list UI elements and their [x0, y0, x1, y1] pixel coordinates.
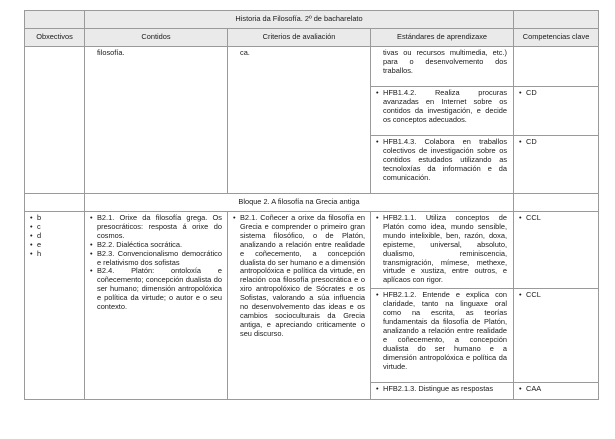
criteria-cell	[228, 47, 371, 194]
column-header-estandares: Estándares de aprendizaxe	[371, 29, 514, 47]
objective-item: • h	[29, 250, 81, 259]
header-empty-cell	[514, 11, 599, 29]
standard-item: • HFB1.4.3. Colabora en traballos colectivos de investigación sobre os contidos estudados utilizando as tecnoloxías da información e da comunicación.	[375, 138, 507, 183]
header-empty-cell	[25, 11, 85, 29]
criteria-cell	[228, 212, 371, 400]
criteria-text: ca.	[240, 48, 250, 57]
block-empty-cell	[25, 194, 85, 212]
competence-item: • CCL	[518, 291, 595, 300]
objectives-cell	[25, 47, 85, 194]
competence-cell	[514, 212, 599, 289]
criterion-item: • B2.1. Coñecer a orixe da filosofía en Grecia e comprender o primeiro gran sistema filosófico, o de Platón, analizando a relación entre realidade e coñecemento, a concepción dualista do ser humano e a dimensión antropolóxica e política da virtude, en relación coa filosofía presocrática e o xiro antropolóxico de Sócrates e os Sofistas, valorando a súa influencia no desenvolvemento das ideas e os cambios socioculturais da Grecia antiga, e apreciando criticamente o seu discurso.	[232, 214, 365, 339]
competence-item: • CCL	[518, 214, 595, 223]
content-item: • B2.3. Convencionalismo democrático e relativismo dos sofistas	[89, 250, 222, 268]
contents-text: filosofía.	[97, 48, 125, 57]
standard-text-tail: tivas ou recursos multimedia, etc.) para o desenvolvemento dos traballos.	[383, 48, 508, 75]
objective-item: • c	[29, 223, 81, 232]
standard-cell	[371, 47, 514, 87]
standard-cell	[371, 87, 514, 136]
competence-cell	[514, 87, 599, 136]
competence-item: • CAA	[518, 385, 595, 394]
standard-cell	[371, 212, 514, 289]
competence-cell	[514, 47, 599, 87]
contents-cell	[85, 47, 228, 194]
standard-item: • HFB2.1.2. Entende e explica con claridade, tanto na linguaxe oral como na escrita, as teorías fundamentais da filosofía de Platón, analizando a relación entre realidade e coñecemento, a concepción dualista do ser humano e a dimensión antropolóxica e política da virtude.	[375, 291, 507, 371]
standard-item: • HFB1.4.2. Realiza procuras avanzadas en Internet sobre os contidos da investigación, e decide os conceptos adecuados.	[375, 89, 507, 125]
objective-item: • e	[29, 241, 81, 250]
column-header-obxectivos: Obxectivos	[25, 29, 85, 47]
standard-cell	[371, 136, 514, 194]
objective-item: • b	[29, 214, 81, 223]
standard-cell	[371, 383, 514, 400]
block-heading: Bloque 2. A filosofía na Grecia antiga	[85, 194, 514, 212]
content-item: • B2.4. Platón: ontoloxía e coñecemento; concepción dualista do ser humano; dimensión antropolóxica e política da virtude; o autor e o seu contexto.	[89, 267, 222, 312]
column-header-contidos: Contidos	[85, 29, 228, 47]
competence-cell	[514, 383, 599, 400]
standard-cell	[371, 289, 514, 383]
column-header-competencias: Competencias clave	[514, 29, 599, 47]
curriculum-table	[24, 10, 599, 400]
competence-cell	[514, 136, 599, 194]
competence-cell	[514, 289, 599, 383]
table-title: Historia da Filosofía. 2º de bacharelato	[85, 11, 514, 29]
contents-cell	[85, 212, 228, 400]
competence-item: • CD	[518, 89, 595, 98]
objectives-cell	[25, 212, 85, 400]
standard-item: • HFB2.1.1. Utiliza conceptos de Platón como idea, mundo sensible, mundo intelixible, ben, razón, doxa, episteme, universal, absoluto, dualismo, reminiscencia, transmigración, mímese, methexe, virtude e xustiza, entre outros, e aplícaos con rigor.	[375, 214, 507, 285]
column-header-criterios: Criterios de avaliación	[228, 29, 371, 47]
block-empty-cell	[514, 194, 599, 212]
competence-item: • CD	[518, 138, 595, 147]
standard-item: • HFB2.1.3. Distingue as respostas	[375, 385, 507, 394]
content-item: • B2.1. Orixe da filosofía grega. Os presocráticos: resposta á orixe do cosmos.	[89, 214, 222, 241]
objective-item: • d	[29, 232, 81, 241]
content-item: • B2.2. Dialéctica socrática.	[89, 241, 222, 250]
